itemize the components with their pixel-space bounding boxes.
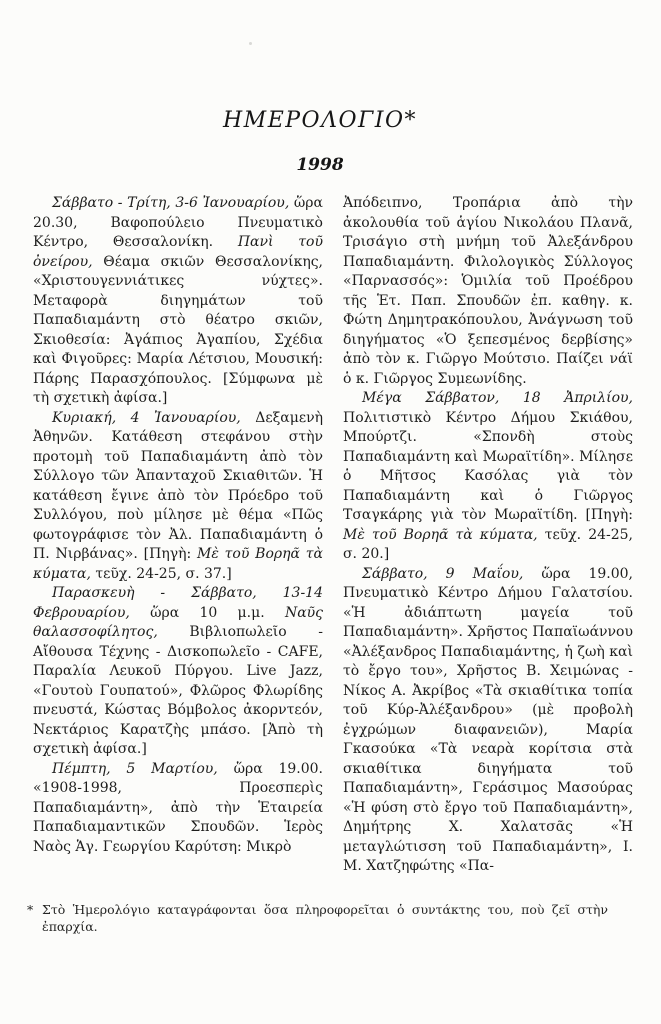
text-run: ὥρα 19.00. «1908-1998, Προεσπερὶς Παπαδιαμάντη», ἀπὸ τὴν Ἑταιρεία Παπαδιαμαντικῶν Σπουδῶν. Ἱερὸς Ναὸς Ἁγ. Γεωργίου Καρύτση: Μικρὸ: [33, 760, 323, 855]
text-run: ὥρα 10 μ.μ.: [129, 604, 285, 621]
text-run: Σάββατο - Τρίτη, 3-6 Ἰανουαρίου,: [52, 195, 290, 211]
text-run: Μέγα Σάββατον, 18 Ἀπριλίου,: [362, 390, 633, 406]
paragraph: [33, 409, 323, 585]
paragraph: [343, 389, 633, 565]
paragraph: [343, 565, 633, 877]
text-run: Σάββατο, 9 Μαΐου,: [362, 565, 524, 582]
text-run: Πέμπτη, 5 Μαρτίου,: [52, 760, 218, 777]
text-run: Θέαμα σκιῶν Θεσσαλονίκης, «Χριστουγεννιάτικες νύχτες». Μεταφορὰ διηγημάτων τοῦ Παπαδιαμάντη στὸ θέατρο σκιῶν, Σκιοθεσία: Ἀγάπιος Ἀγαπίου, Σχέδια καὶ Φιγοῦρες: Μαρία Λέτσιου, Μουσική: Πάρης Παρασχόπουλος. [Σύμφωνα μὲ τὴ σχετικὴ ἀφίσα.]: [33, 253, 323, 406]
footnote: [27, 901, 608, 935]
footnote-text: Στὸ Ἡμερολόγιο καταγράφονται ὅσα πληροφορεῖται ὁ συντάκτης του, ποὺ ζεῖ στὴν ἐπαρχία.: [42, 902, 608, 934]
page-title: ΗΜΕΡΟΛΟΓΙΟ*: [222, 108, 418, 133]
text-run: ὥρα 19.00, Πνευματικὸ Κέντρο Δήμου Γαλατσίου. «Ἡ ἀδιάπτωτη μαγεία τοῦ Παπαδιαμάντη». Χρῆστος Παπαϊωάννου «Ἀλέξανδρος Παπαδιαμάντης, ἡ ζωὴ καὶ τὸ ἔργο του», Χρῆστος Β. Χειμώνας - Νίκος Α. Ἀκρίβος «Τὰ σκιαθίτικα τοπία τοῦ Κύρ-Ἀλέξανδρου» (μὲ προβολὴ ἐγχρώμων διαφανειῶν), Μαρία Γκασούκα «Τὰ νεαρὰ κορίτσια στὰ σκιαθίτικα διηγήματα τοῦ Παπαδιαμάντη», Γεράσιμος Μασούρας «Ἡ φύση στὸ ἔργο τοῦ Παπαδιαμάντη», Δημήτρης Χ. Χαλατσᾶς «Ἡ μεταγλώτισση τοῦ Παπαδιαμάντη», Ι. Μ. Χατζηφώτης «Πα-: [343, 565, 633, 874]
text-run: τεῦχ. 24-25, σ. 20.]: [343, 526, 634, 562]
scan-artifact: [249, 42, 252, 45]
paragraph: [33, 194, 323, 409]
text-run: Μὲ τοῦ Βορηᾶ τὰ κύματα,: [343, 526, 538, 543]
year-heading: 1998: [296, 155, 344, 175]
text-run: Πολιτιστικὸ Κέντρο Δήμου Σκιάθου, Μπούρτζι. «Σπονδὴ στοὺς Παπαδιαμάντη καὶ Μωραϊτίδη». Μίλησε ὁ Μῆτσος Κασόλας γιὰ τὸν Παπαδιαμάντη καὶ ὁ Γιῶργος Τσαγκάρης γιὰ τὸν Μωραϊτίδη. [Πηγὴ:: [343, 409, 633, 523]
text-columns: [33, 194, 633, 877]
text-run: Ναῦς θαλασσοφίλητος,: [33, 604, 323, 640]
text-run: Δεξαμενὴ Ἀθηνῶν. Κατάθεση στεφάνου στὴν προτομὴ τοῦ Παπαδιαμάντη ἀπὸ τὸν Σύλλογο τῶν Ἀπανταχοῦ Σκιαθιτῶν. Ἡ κατάθεση ἔγινε ἀπὸ τὸν Πρόεδρο τοῦ Συλλόγου, ποὺ μίλησε μὲ θέμα «Πῶς φωτογράφισε τὸν Ἀλ. Παπαδιαμάντη ὁ Π. Νιρβάνας». [Πηγὴ:: [33, 409, 324, 562]
column-right: [343, 194, 633, 877]
text-run: τεῦχ. 24-25, σ. 37.]: [90, 565, 232, 582]
text-run: Βιβλιοπωλεῖο - Αἴθουσα Τέχνης - Δισκοπωλεῖο - CAFE, Παραλία Λευκοῦ Πύργου. Live Jazz, «Γουτοὺ Γουπατού», Φλῶρος Φλωρίδης πνευστά, Κώστας Βόμβολος ἀκορντεόν, Νεκτάριος Καρατζὴς μπάσο. [Ἀπὸ τὴ σχετικὴ ἀφίσα.]: [33, 624, 323, 757]
text-run: Ἀπόδειπνο, Τροπάρια ἀπὸ τὴν ἀκολουθία τοῦ ἁγίου Νικολάου Πλανᾶ, Τρισάγιο στὴ μνήμη τοῦ Ἀλεξάνδρου Παπαδιαμάντη. Φιλολογικὸς Σύλλογος «Παρνασσός»: Ὁμιλία τοῦ Προέδρου τῆς Ἑτ. Παπ. Σπουδῶν ἐπ. καθηγ. κ. Φώτη Δημητρακόπουλου, Ἀνάγνωση τοῦ διηγήματος «Ὁ ξεπεσμένος δερβίσης» ἀπὸ τὸν κ. Γιῶργο Μούτσιο. Παίζει νάϊ ὁ κ. Γιῶργος Συμεωνίδης.: [343, 195, 633, 387]
column-left: [33, 194, 323, 877]
paragraph: [33, 584, 323, 760]
text-run: Παρασκευὴ - Σάββατο, 13-14 Φεβρουαρίου,: [33, 585, 323, 621]
paragraph: [33, 760, 323, 858]
text-run: Πανὶ τοῦ ὀνείρου,: [33, 234, 323, 270]
paragraph: [343, 194, 633, 389]
text-run: Μὲ τοῦ Βορηᾶ τὰ κύματα,: [33, 546, 323, 582]
text-run: Κυριακή, 4 Ἰανουαρίου,: [52, 409, 241, 426]
footnote-marker: *: [27, 902, 34, 917]
text-run: ὥρα 20.30, Βαφοπούλειο Πνευματικὸ Κέντρο, Θεσσαλονίκη.: [33, 195, 323, 250]
